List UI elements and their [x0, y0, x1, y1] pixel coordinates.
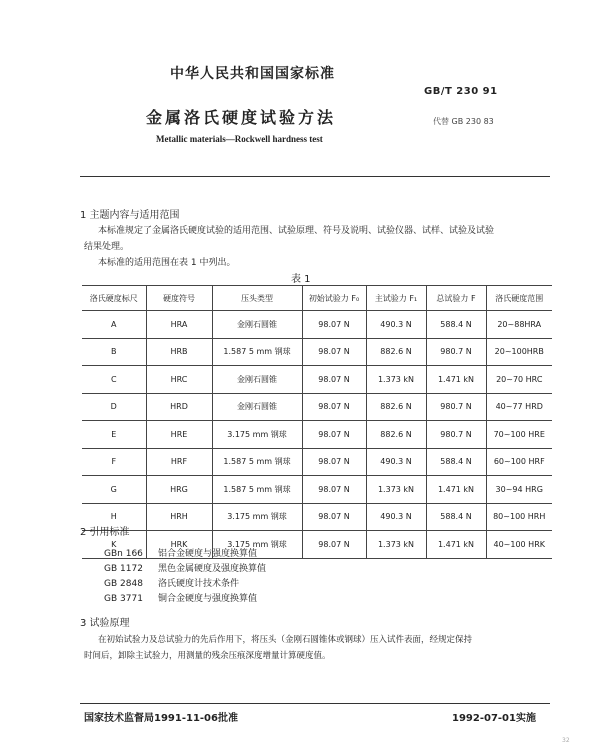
- table-cell: 98.07 N: [302, 421, 366, 449]
- reference-title: 黑色金属硬度及强度换算值: [158, 564, 267, 574]
- english-title: Metallic materials—Rockwell hardness test: [156, 134, 323, 144]
- table-cell: 1.373 kN: [366, 476, 426, 504]
- reference-title: 洛氏硬度计技术条件: [158, 579, 240, 589]
- table-cell: 3.175 mm 钢球: [212, 531, 302, 559]
- approval-date: 国家技术监督局1991-11-06批准: [84, 713, 238, 724]
- header-rule: [80, 176, 550, 177]
- rockwell-scales-table: [82, 285, 552, 559]
- table-row: [82, 421, 552, 449]
- section-3-line-1: 在初始试验力及总试验力的先后作用下，将压头（金刚石圆锥体或钢球）压入试件表面，经规定保持: [98, 635, 473, 645]
- table-row: [82, 476, 552, 504]
- table-cell: 40~77 HRD: [486, 393, 552, 421]
- reference-item: [104, 546, 257, 559]
- table-cell: 20~70 HRC: [486, 366, 552, 394]
- table-cell: 金刚石圆锥: [212, 311, 302, 339]
- section-1-para-1-line-2: 结果处理。: [84, 242, 130, 252]
- standard-title: 金属洛氏硬度试验方法: [146, 108, 337, 127]
- table-cell: HRA: [146, 311, 212, 339]
- table-cell: H: [82, 503, 146, 531]
- table-cell: 3.175 mm 钢球: [212, 421, 302, 449]
- table-cell: 98.07 N: [302, 393, 366, 421]
- table-cell: 20~88HRA: [486, 311, 552, 339]
- table-row: [82, 366, 552, 394]
- table-row: [82, 448, 552, 476]
- table-cell: 490.3 N: [366, 503, 426, 531]
- table-cell: 1.373 kN: [366, 366, 426, 394]
- table-cell: 98.07 N: [302, 531, 366, 559]
- table-cell: 588.4 N: [426, 448, 486, 476]
- table-cell: 1.587 5 mm 钢球: [212, 338, 302, 366]
- section-1-para-1-line-1: 本标准规定了金属洛氏硬度试验的适用范围、试验原理、符号及说明、试验仪器、试样、试验及试验: [98, 226, 495, 236]
- table-cell: 1.471 kN: [426, 476, 486, 504]
- table-cell: F: [82, 448, 146, 476]
- column-header: 洛氏硬度标尺: [82, 286, 146, 311]
- page-number: 32: [562, 737, 570, 744]
- table-cell: 20~100HRB: [486, 338, 552, 366]
- table-cell: A: [82, 311, 146, 339]
- table-cell: 80~100 HRH: [486, 503, 552, 531]
- table-cell: 1.587 5 mm 钢球: [212, 476, 302, 504]
- table-caption: 表 1: [291, 274, 311, 285]
- table-cell: 882.6 N: [366, 338, 426, 366]
- table-cell: B: [82, 338, 146, 366]
- table-cell: 1.373 kN: [366, 531, 426, 559]
- column-header: 初始试验力 F₀: [302, 286, 366, 311]
- table-cell: 980.7 N: [426, 338, 486, 366]
- table-cell: K: [82, 531, 146, 559]
- table-cell: 882.6 N: [366, 421, 426, 449]
- section-3-heading: 3 试验原理: [80, 618, 130, 629]
- table-cell: 1.471 kN: [426, 366, 486, 394]
- standard-code: GB/T 230 91: [424, 86, 498, 97]
- table-cell: 30~94 HRG: [486, 476, 552, 504]
- column-header: 总试验力 F: [426, 286, 486, 311]
- table-cell: 40~100 HRK: [486, 531, 552, 559]
- reference-item: [104, 576, 239, 589]
- replaces-note: 代替 GB 230 83: [433, 117, 494, 126]
- table-cell: 70~100 HRE: [486, 421, 552, 449]
- table-cell: HRB: [146, 338, 212, 366]
- table-cell: G: [82, 476, 146, 504]
- table-cell: 1.471 kN: [426, 531, 486, 559]
- table-cell: 98.07 N: [302, 476, 366, 504]
- effective-date: 1992-07-01实施: [452, 713, 536, 724]
- reference-code: GB 3771: [104, 594, 143, 604]
- table-cell: HRG: [146, 476, 212, 504]
- table-row: [82, 503, 552, 531]
- table-cell: 98.07 N: [302, 448, 366, 476]
- section-1-para-2: 本标准的适用范围在表 1 中列出。: [98, 258, 236, 268]
- reference-title: 铝合金硬度与强度换算值: [158, 549, 258, 559]
- reference-code: GBn 166: [104, 549, 143, 559]
- table-header-row: [82, 286, 552, 311]
- table-cell: 980.7 N: [426, 421, 486, 449]
- table-cell: E: [82, 421, 146, 449]
- table-cell: 588.4 N: [426, 503, 486, 531]
- reference-code: GB 1172: [104, 564, 143, 574]
- table-cell: HRH: [146, 503, 212, 531]
- table-cell: 98.07 N: [302, 366, 366, 394]
- section-2-heading: 2 引用标准: [80, 527, 130, 538]
- table-cell: 980.7 N: [426, 393, 486, 421]
- table-row: [82, 393, 552, 421]
- table-row: [82, 338, 552, 366]
- table-cell: 98.07 N: [302, 311, 366, 339]
- table-cell: 882.6 N: [366, 393, 426, 421]
- section-3-line-2: 时间后，卸除主试验力，用测量的残余压痕深度增量计算硬度值。: [84, 651, 331, 661]
- reference-item: [104, 591, 257, 604]
- table-cell: HRF: [146, 448, 212, 476]
- table-cell: HRC: [146, 366, 212, 394]
- table-cell: HRD: [146, 393, 212, 421]
- section-1-heading: 1 主题内容与适用范围: [80, 210, 180, 221]
- table-cell: 98.07 N: [302, 503, 366, 531]
- table-cell: 3.175 mm 钢球: [212, 503, 302, 531]
- table-cell: 490.3 N: [366, 448, 426, 476]
- table-cell: 98.07 N: [302, 338, 366, 366]
- reference-code: GB 2848: [104, 579, 143, 589]
- table-cell: HRE: [146, 421, 212, 449]
- national-standard-title: 中华人民共和国国家标准: [170, 66, 335, 82]
- table-cell: 金刚石圆锥: [212, 393, 302, 421]
- table-cell: D: [82, 393, 146, 421]
- table-cell: HRK: [146, 531, 212, 559]
- table-cell: 490.3 N: [366, 311, 426, 339]
- column-header: 洛氏硬度范围: [486, 286, 552, 311]
- column-header: 主试验力 F₁: [366, 286, 426, 311]
- reference-title: 铜合金硬度与强度换算值: [158, 594, 258, 604]
- table-row: [82, 311, 552, 339]
- table-cell: 1.587 5 mm 钢球: [212, 448, 302, 476]
- column-header: 压头类型: [212, 286, 302, 311]
- footer-rule: [80, 703, 550, 704]
- reference-item: [104, 561, 266, 574]
- column-header: 硬度符号: [146, 286, 212, 311]
- table-cell: 金刚石圆锥: [212, 366, 302, 394]
- table-cell: 588.4 N: [426, 311, 486, 339]
- table-cell: 60~100 HRF: [486, 448, 552, 476]
- table-cell: C: [82, 366, 146, 394]
